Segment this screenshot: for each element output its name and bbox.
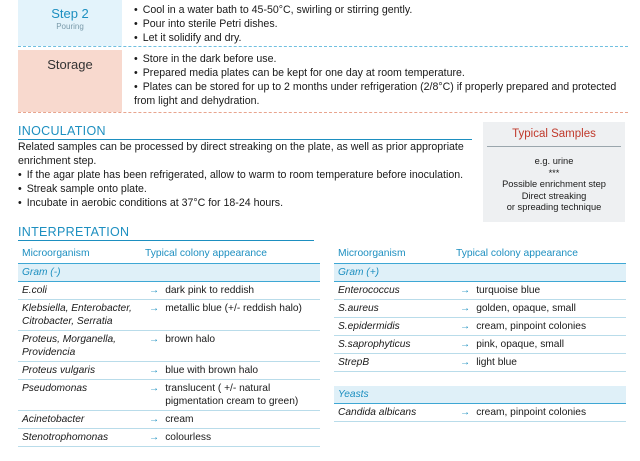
arrow-right-icon: → — [149, 303, 160, 314]
table-row — [334, 282, 626, 300]
table-row — [18, 411, 320, 429]
appearance-cell: → colourless — [141, 429, 320, 447]
col-organism-header: Microorganism — [334, 245, 452, 264]
sample-example: e.g. urine — [534, 156, 574, 166]
organism-cell: Pseudomonas — [18, 380, 141, 411]
typical-samples-body — [483, 156, 625, 214]
organism-cell: E.coli — [18, 282, 141, 300]
bullet: • If the agar plate has been refrigerated, allow to warm to room temperature before inoculation. — [18, 168, 480, 182]
bullet: • Streak sample onto plate. — [18, 182, 480, 196]
appearance-cell: → light blue — [452, 354, 626, 372]
inoculation-intro: Related samples can be processed by direct streaking on the plate, as well as prior appropriate enrichment step. — [18, 141, 464, 167]
appearance-cell: → brown halo — [141, 331, 320, 362]
bullet: • Store in the dark before use. — [134, 52, 624, 66]
interpretation-rule — [18, 240, 314, 241]
appearance-cell: → dark pink to reddish — [141, 282, 320, 300]
step2-section — [18, 0, 628, 47]
sample-method: Direct streaking — [521, 190, 587, 201]
table-row — [334, 354, 626, 372]
appearance-cell: → turquoise blue — [452, 282, 626, 300]
step2-subtitle: Pouring — [56, 22, 84, 31]
appearance-cell: → golden, opaque, small — [452, 300, 626, 318]
arrow-right-icon: → — [460, 285, 471, 296]
table-row — [334, 318, 626, 336]
group-row — [334, 386, 626, 404]
storage-bullets — [134, 52, 624, 108]
arrow-right-icon: → — [460, 339, 471, 350]
sample-method: Possible enrichment step — [502, 179, 606, 189]
table-row — [334, 300, 626, 318]
bullet: • Incubate in aerobic conditions at 37°C for 18-24 hours. — [18, 196, 480, 210]
arrow-right-icon: → — [149, 414, 160, 425]
appearance-cell: → pink, opaque, small — [452, 336, 626, 354]
organism-cell: Enterococcus — [334, 282, 452, 300]
appearance-cell: → translucent ( +/- natural pigmentation cream to green) — [141, 380, 320, 411]
table-row — [18, 429, 320, 447]
organism-cell: Candida albicans — [334, 404, 452, 422]
arrow-right-icon: → — [460, 321, 471, 332]
step2-title: Step 2 — [51, 6, 89, 21]
group-label: Yeasts — [334, 386, 626, 404]
sample-method: or spreading technique — [506, 202, 602, 212]
organism-cell: Proteus, Morganella, Providencia — [18, 331, 141, 362]
interpretation-heading: INTERPRETATION — [18, 225, 130, 239]
interpretation-table-right — [334, 245, 626, 422]
organism-cell: S.aureus — [334, 300, 452, 318]
appearance-cell: → metallic blue (+/- reddish halo) — [141, 300, 320, 331]
step2-label — [18, 0, 122, 46]
appearance-cell: → cream, pinpoint colonies — [452, 318, 626, 336]
col-appearance-header: Typical colony appearance — [452, 245, 626, 264]
arrow-right-icon: → — [460, 407, 471, 418]
bullet: • Let it solidify and dry. — [134, 31, 412, 45]
typical-samples-title: Typical Samples — [512, 128, 596, 140]
organism-cell: S.saprophyticus — [334, 336, 452, 354]
storage-section — [18, 50, 628, 113]
table-row — [18, 282, 320, 300]
table-row — [18, 380, 320, 411]
col-organism-header: Microorganism — [18, 245, 141, 264]
arrow-right-icon: → — [149, 285, 160, 296]
bullet: • Cool in a water bath to 45-50°C, swirling or stirring gently. — [134, 3, 412, 17]
table-header — [334, 245, 626, 264]
step2-bullets — [134, 3, 412, 45]
organism-cell: Proteus vulgaris — [18, 362, 141, 380]
inoculation-bullets — [18, 168, 480, 210]
typical-samples-rule — [487, 146, 621, 147]
appearance-cell: → cream — [141, 411, 320, 429]
group-row — [334, 264, 626, 282]
organism-cell: Stenotrophomonas — [18, 429, 141, 447]
organism-cell: Acinetobacter — [18, 411, 141, 429]
storage-label — [18, 50, 122, 112]
inoculation-body — [18, 140, 480, 210]
bullet: • Pour into sterile Petri dishes. — [134, 17, 412, 31]
typical-samples-box — [483, 122, 625, 222]
bullet: • Prepared media plates can be kept for one day at room temperature. — [134, 66, 624, 80]
table-row — [334, 336, 626, 354]
appearance-cell: → cream, pinpoint colonies — [452, 404, 626, 422]
interpretation-table-left — [18, 245, 320, 447]
table-row — [18, 300, 320, 331]
arrow-right-icon: → — [149, 383, 160, 394]
organism-cell: Klebsiella, Enterobacter, Citrobacter, Serratia — [18, 300, 141, 331]
inoculation-heading: INOCULATION — [18, 124, 106, 138]
arrow-right-icon: → — [460, 357, 471, 368]
arrow-right-icon: → — [149, 334, 160, 345]
separator: *** — [548, 167, 560, 178]
organism-cell: StrepB — [334, 354, 452, 372]
table-header — [18, 245, 320, 264]
appearance-cell: → blue with brown halo — [141, 362, 320, 380]
group-row — [18, 264, 320, 282]
table-row — [18, 331, 320, 362]
table-row — [334, 404, 626, 422]
organism-cell: S.epidermidis — [334, 318, 452, 336]
arrow-right-icon: → — [149, 365, 160, 376]
col-appearance-header: Typical colony appearance — [141, 245, 320, 264]
storage-title: Storage — [47, 57, 93, 72]
group-label: Gram (-) — [18, 264, 320, 282]
table-row — [18, 362, 320, 380]
arrow-right-icon: → — [460, 303, 471, 314]
arrow-right-icon: → — [149, 432, 160, 443]
spacer-row — [334, 372, 626, 387]
group-label: Gram (+) — [334, 264, 626, 282]
bullet: • Plates can be stored for up to 2 months under refrigeration (2/8°C) if properly prepared and protected from light and dehydration. — [134, 80, 624, 108]
